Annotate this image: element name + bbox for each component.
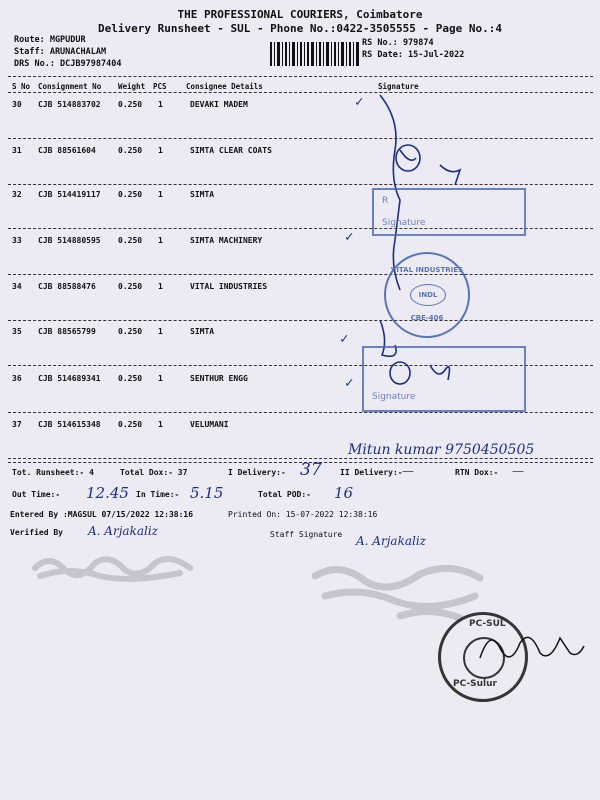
in-time-label: In Time:- — [136, 490, 180, 499]
rs-date: RS Date: 15-Jul-2022 — [362, 50, 465, 60]
row-consignment: CJB 514880595 — [38, 236, 101, 245]
row-sno: 35 — [12, 327, 22, 336]
staff: Staff: ARUNACHALAM — [14, 47, 107, 57]
in-time-value: 5.15 — [190, 484, 224, 502]
col-consignment: Consignment No — [38, 82, 102, 91]
row-consignee: SIMTA CLEAR COATS — [190, 146, 272, 155]
row-pcs: 1 — [158, 374, 163, 383]
row-sno: 34 — [12, 282, 22, 291]
row-pcs: 1 — [158, 420, 163, 429]
col-signature: Signature — [378, 82, 419, 91]
company-title: THE PROFESSIONAL COURIERS, Coimbatore — [177, 8, 423, 21]
row-pcs: 1 — [158, 146, 163, 155]
row-pcs: 1 — [158, 190, 163, 199]
row-pcs: 1 — [158, 100, 163, 109]
company-seal: VITAL INDUSTRIES INDL CBE-406 — [384, 252, 470, 338]
row-weight: 0.250 — [118, 146, 143, 155]
row-pcs: 1 — [158, 282, 163, 291]
check-mark-icon: ✓ — [345, 229, 354, 245]
row-consignment: CJB 88561604 — [38, 146, 96, 155]
printed-on: Printed On: 15-07-2022 12:38:16 — [228, 510, 378, 519]
row-consignment: CJB 88588476 — [38, 282, 96, 291]
row-consignee: SIMTA — [190, 190, 215, 199]
row-sno: 33 — [12, 236, 22, 245]
header-rule-bottom — [8, 92, 593, 93]
entered-by: Entered By :MAGSUL 07/15/2022 12:38:16 — [10, 510, 194, 519]
row-pcs: 1 — [158, 236, 163, 245]
total-pod-label: Total POD:- — [258, 490, 311, 499]
signature-stamp-box: R Signature — [372, 188, 526, 236]
rtn-dox-value: — — [512, 464, 524, 478]
row-sno: 31 — [12, 146, 22, 155]
row-consignee: SIMTA — [190, 327, 215, 336]
row-weight: 0.250 — [118, 420, 143, 429]
row-divider — [8, 412, 593, 413]
row-consignee: VITAL INDUSTRIES — [190, 282, 268, 291]
out-time-label: Out Time:- — [12, 490, 61, 499]
check-mark-icon: ✓ — [355, 94, 364, 110]
total-pod-value: 16 — [334, 484, 354, 502]
rs-number: RS No.: 979874 — [362, 38, 434, 48]
total-dox: Total Dox:- 37 — [120, 468, 188, 477]
i-delivery-label: I Delivery:- — [228, 468, 286, 477]
header-rule-top — [8, 76, 593, 77]
staff-signature: A. Arjakaliz — [356, 534, 426, 548]
row-divider — [8, 138, 593, 139]
runsheet-subtitle: Delivery Runsheet - SUL - Phone No.:0422-3505555 - Page No.:4 — [98, 22, 502, 35]
staff-signature-label: Staff Signature — [270, 530, 343, 539]
row-consignee: SENTHUR ENGG — [190, 374, 248, 383]
col-sno: S No — [12, 82, 31, 91]
row-consignment: CJB 514419117 — [38, 190, 101, 199]
verified-by-label: Verified By — [10, 528, 63, 537]
redacted-scribble-icon — [30, 548, 200, 584]
row-consignment: CJB 514615348 — [38, 420, 101, 429]
row-weight: 0.250 — [118, 374, 143, 383]
row-consignee: VELUMANI — [190, 420, 229, 429]
row-divider — [8, 458, 593, 459]
row-consignment: CJB 514883702 — [38, 100, 101, 109]
rtn-dox-label: RTN Dox:- — [455, 468, 499, 477]
row-weight: 0.250 — [118, 236, 143, 245]
route: Route: MGPUDUR — [14, 35, 86, 45]
row-consignee: DEVAKI MADEM — [190, 100, 248, 109]
signature-stamp-box-2: Signature — [362, 346, 526, 412]
row-weight: 0.250 — [118, 100, 143, 109]
row-consignment: CJB 88565799 — [38, 327, 96, 336]
i-delivery-value: 37 — [300, 460, 322, 480]
row-weight: 0.250 — [118, 190, 143, 199]
verified-signature: A. Arjakaliz — [88, 524, 158, 538]
row-sno: 36 — [12, 374, 22, 383]
tot-runsheet: Tot. Runsheet:- 4 — [12, 468, 94, 477]
row-divider — [8, 184, 593, 185]
row-pcs: 1 — [158, 327, 163, 336]
ii-delivery-value: — — [402, 464, 414, 478]
row-weight: 0.250 — [118, 327, 143, 336]
check-mark-icon: ✓ — [345, 375, 354, 391]
out-time-value: 12.45 — [86, 484, 129, 502]
receiver-handwritten-note: Mitun kumar 9750450505 — [348, 442, 535, 458]
row-sno: 37 — [12, 420, 22, 429]
ii-delivery-label: II Delivery:- — [340, 468, 403, 477]
stamp-signature-icon — [470, 618, 590, 678]
pc-sulur-seal: PC-SUL PC-Sulur — [438, 612, 528, 702]
barcode-icon — [270, 42, 360, 66]
col-consignee: Consignee Details — [186, 82, 263, 91]
drs-number: DRS No.: DCJB97987404 — [14, 59, 122, 69]
row-divider — [8, 274, 593, 275]
row-sno: 32 — [12, 190, 22, 199]
row-consignment: CJB 514689341 — [38, 374, 101, 383]
check-mark-icon: ✓ — [340, 331, 349, 347]
col-weight: Weight — [118, 82, 146, 91]
row-weight: 0.250 — [118, 282, 143, 291]
row-divider — [8, 320, 593, 321]
row-sno: 30 — [12, 100, 22, 109]
row-consignee: SIMTA MACHINERY — [190, 236, 263, 245]
col-pcs: PCS — [153, 82, 167, 91]
